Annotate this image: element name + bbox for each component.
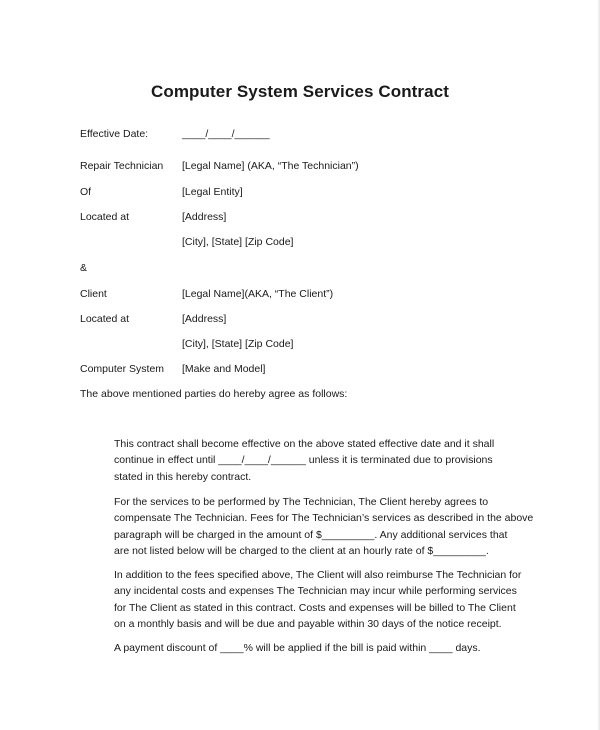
clause-line: A payment discount of ____% will be applied if the bill is paid within ____ days. [114,642,481,654]
field-label: Repair Technician [80,160,164,172]
field-technician-entity [80,184,560,200]
field-label: & [80,262,88,274]
field-label: Client [80,288,107,300]
clause-expenses [114,567,526,633]
clause-line: on a monthly basis and will be due and payable within 30 days of the notice receipt. [114,618,502,631]
field-computer-system [80,361,560,377]
field-value: ____/____/______ [182,128,270,140]
clause-line: are not listed below will be charged to the client at an hourly rate of $_________. [114,545,489,558]
field-label: Located at [80,211,130,223]
field-value: [Legal Name] (AKA, “The Technician”) [182,160,359,172]
clause-line: For the services to be performed by The Technician, The Client hereby agrees to [114,496,489,508]
document-title: Computer System Services Contract [150,82,450,101]
field-value: [Make and Model] [182,363,266,375]
clause-line: continue in effect until ____/____/______ unless it is terminated due to provisions [114,454,493,467]
clause-line: compensate The Technician. Fees for The Technician’s services as described in the above [114,512,534,525]
field-effective-date [80,126,560,142]
field-value: [Address] [182,211,227,223]
field-value: [Legal Entity] [182,186,243,198]
clause-line: In addition to the fees specified above, The Client will also reimburse The Technician for [114,569,522,581]
field-repair-technician [80,158,560,174]
field-value: [Legal Name](AKA, “The Client”) [182,288,334,300]
field-label: Of [80,186,92,198]
field-ampersand [80,260,560,276]
agreement-intro: The above mentioned parties do hereby agree as follows: [80,388,348,400]
field-label: Computer System [80,363,165,375]
clause-line: stated in this hereby contract. [114,470,252,483]
clause-payment-discount [114,640,526,656]
clause-line: paragraph will be charged in the amount of $_________. Any additional services that [114,528,508,541]
clause-line: for The Client as stated in this contract. Costs and expenses will be billed to The Client [114,601,516,614]
clause-compensation [114,494,534,560]
field-client-address [80,311,560,327]
clause-effective-term [114,436,526,485]
field-value: [City], [State] [Zip Code] [182,236,294,248]
field-label: Effective Date: [80,128,149,140]
field-client-city [80,336,560,352]
clause-line: any incidental costs and expenses The Technician may incur while performing services [114,585,517,598]
clause-line: This contract shall become effective on the above stated effective date and it shall [114,438,495,450]
field-value: [City], [State] [Zip Code] [182,338,294,350]
field-client [80,286,560,302]
field-technician-address [80,209,560,225]
field-value: [Address] [182,313,227,325]
field-label: Located at [80,313,130,325]
field-technician-city [80,234,560,250]
